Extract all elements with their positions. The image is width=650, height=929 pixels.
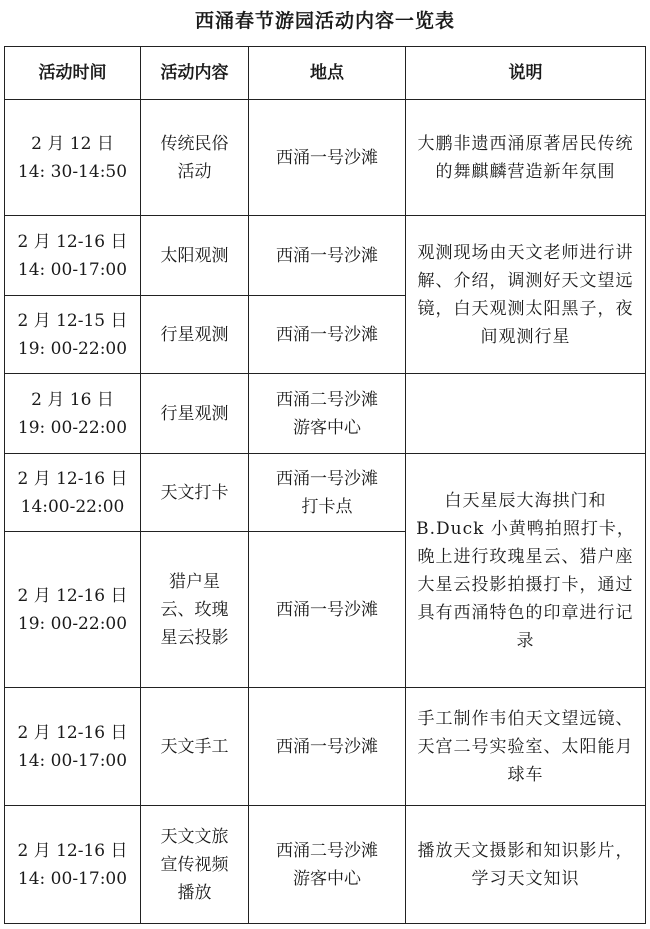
cell-description: 白天星辰大海拱门和 B.Duck 小黄鸭拍照打卡，晚上进行玫瑰星云、猎户座大星云投影拍摄打卡，通过具有西涌特色的印章进行记录 [406, 454, 646, 688]
document-title: 西涌春节游园活动内容一览表 [194, 10, 455, 32]
cell-place: 西涌一号沙滩 打卡点 [249, 454, 406, 532]
cell-activity: 天文手工 [141, 688, 249, 806]
table-row [5, 100, 646, 216]
cell-description: 手工制作韦伯天文望远镜、天宫二号实验室、太阳能月球车 [406, 688, 646, 806]
header-description: 说明 [406, 47, 646, 100]
table-row [5, 454, 646, 532]
cell-place: 西涌一号沙滩 [249, 100, 406, 216]
cell-place: 西涌一号沙滩 [249, 688, 406, 806]
cell-time: 2 月 12-16 日 14: 00-17:00 [5, 216, 141, 296]
cell-activity: 行星观测 [141, 296, 249, 374]
table-header-row [5, 47, 646, 100]
cell-time: 2 月 12-16 日 19: 00-22:00 [5, 532, 141, 688]
cell-activity: 天文打卡 [141, 454, 249, 532]
cell-place: 西涌一号沙滩 [249, 532, 406, 688]
header-activity: 活动内容 [141, 47, 249, 100]
cell-place: 西涌一号沙滩 [249, 296, 406, 374]
cell-activity: 猎户星 云、玫瑰 星云投影 [141, 532, 249, 688]
cell-description: 播放天文摄影和知识影片，学习天文知识 [406, 806, 646, 924]
header-time: 活动时间 [5, 47, 141, 100]
cell-time: 2 月 12 日 14: 30-14:50 [5, 100, 141, 216]
cell-place: 西涌二号沙滩 游客中心 [249, 374, 406, 454]
cell-activity: 天文文旅 宣传视频 播放 [141, 806, 249, 924]
table-row [5, 374, 646, 454]
cell-description: 大鹏非遗西涌原著居民传统的舞麒麟营造新年氛围 [406, 100, 646, 216]
cell-description: 观测现场由天文老师进行讲解、介绍，调测好天文望远镜，白天观测太阳黑子，夜间观测行星 [406, 216, 646, 374]
activity-table [4, 46, 646, 924]
cell-time: 2 月 12-15 日 19: 00-22:00 [5, 296, 141, 374]
table-row [5, 806, 646, 924]
cell-place: 西涌一号沙滩 [249, 216, 406, 296]
cell-time: 2 月 12-16 日 14: 00-17:00 [5, 806, 141, 924]
cell-description [406, 374, 646, 454]
header-place: 地点 [249, 47, 406, 100]
cell-time: 2 月 12-16 日 14:00-22:00 [5, 454, 141, 532]
cell-time: 2 月 12-16 日 14: 00-17:00 [5, 688, 141, 806]
cell-time: 2 月 16 日 19: 00-22:00 [5, 374, 141, 454]
table-row [5, 688, 646, 806]
cell-place: 西涌二号沙滩 游客中心 [249, 806, 406, 924]
cell-activity: 行星观测 [141, 374, 249, 454]
cell-activity: 太阳观测 [141, 216, 249, 296]
cell-activity: 传统民俗 活动 [141, 100, 249, 216]
table-row [5, 216, 646, 296]
